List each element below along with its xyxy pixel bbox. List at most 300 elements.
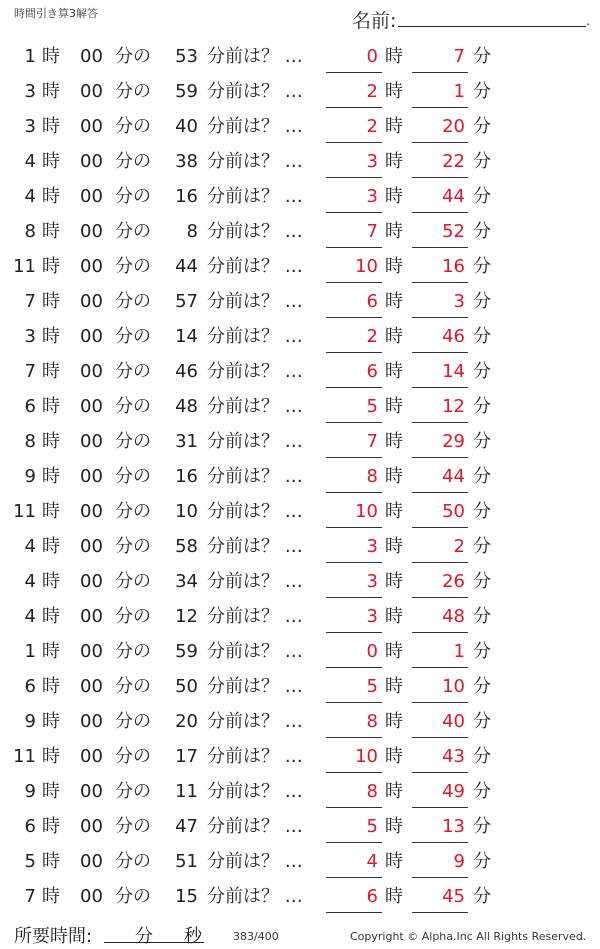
minute-unit-particle: 分の: [115, 746, 151, 767]
answer-hour-line: [326, 807, 382, 808]
answer-hour[interactable]: 0: [366, 641, 378, 662]
question-text: 分前は？ …: [207, 781, 303, 802]
answer-minutes[interactable]: 13: [442, 816, 465, 837]
answer-minutes[interactable]: 3: [453, 291, 465, 312]
answer-hour-unit: 時: [385, 361, 403, 382]
subtract-minutes: 57: [175, 291, 198, 312]
answer-minute-unit: 分: [473, 571, 491, 592]
answer-minutes[interactable]: 2: [453, 536, 465, 557]
minute-unit-particle: 分の: [115, 81, 151, 102]
question-text: 分前は？ …: [207, 361, 303, 382]
answer-minute-line: [412, 457, 468, 458]
problem-row: [0, 215, 600, 250]
answer-hour-unit: 時: [385, 466, 403, 487]
problem-row: [0, 600, 600, 635]
answer-hour-line: [326, 527, 382, 528]
answer-hour[interactable]: 10: [355, 256, 378, 277]
problem-row: [0, 110, 600, 145]
answer-hour-line: [326, 422, 382, 423]
problem-row: [0, 320, 600, 355]
name-label: 名前:: [352, 10, 397, 32]
answer-hour-line: [326, 667, 382, 668]
answer-hour[interactable]: 2: [366, 81, 378, 102]
answer-minutes[interactable]: 44: [442, 186, 465, 207]
answer-minutes[interactable]: 52: [442, 221, 465, 242]
answer-minutes[interactable]: 44: [442, 466, 465, 487]
answer-minutes[interactable]: 43: [442, 746, 465, 767]
problem-row: [0, 880, 600, 915]
start-hour: 4: [24, 151, 36, 172]
start-minutes: 00: [80, 186, 103, 207]
problem-row: [0, 145, 600, 180]
answer-hour-line: [326, 282, 382, 283]
answer-minute-unit: 分: [473, 186, 491, 207]
answer-minutes[interactable]: 26: [442, 571, 465, 592]
answer-minute-line: [412, 72, 468, 73]
answer-hour-unit: 時: [385, 396, 403, 417]
answer-minute-unit: 分: [473, 781, 491, 802]
answer-hour-line: [326, 632, 382, 633]
answer-minutes[interactable]: 16: [442, 256, 465, 277]
start-minutes: 00: [80, 361, 103, 382]
name-field-dot: .: [586, 14, 590, 28]
hour-unit: 時: [42, 221, 60, 242]
answer-minute-unit: 分: [473, 641, 491, 662]
answer-hour[interactable]: 7: [366, 221, 378, 242]
answer-hour[interactable]: 4: [366, 851, 378, 872]
start-hour: 4: [24, 536, 36, 557]
problem-row: [0, 355, 600, 390]
minute-unit-particle: 分の: [115, 501, 151, 522]
answer-minute-unit: 分: [473, 116, 491, 137]
start-minutes: 00: [80, 816, 103, 837]
start-minutes: 00: [80, 781, 103, 802]
subtract-minutes: 44: [175, 256, 198, 277]
minute-unit-particle: 分の: [115, 326, 151, 347]
start-hour: 4: [24, 606, 36, 627]
hour-unit: 時: [42, 256, 60, 277]
question-text: 分前は？ …: [207, 676, 303, 697]
answer-minute-unit: 分: [473, 221, 491, 242]
subtract-minutes: 16: [175, 186, 198, 207]
answer-hour[interactable]: 5: [366, 676, 378, 697]
answer-hour[interactable]: 3: [366, 186, 378, 207]
start-minutes: 00: [80, 431, 103, 452]
answer-minute-line: [412, 142, 468, 143]
minute-unit-particle: 分の: [115, 116, 151, 137]
answer-minute-unit: 分: [473, 46, 491, 67]
answer-hour[interactable]: 3: [366, 151, 378, 172]
answer-minute-unit: 分: [473, 256, 491, 277]
subtract-minutes: 58: [175, 536, 198, 557]
time-minutes-label: 分: [135, 926, 153, 947]
start-minutes: 00: [80, 851, 103, 872]
hour-unit: 時: [42, 151, 60, 172]
answer-minute-unit: 分: [473, 816, 491, 837]
answer-minute-line: [412, 247, 468, 248]
minute-unit-particle: 分の: [115, 151, 151, 172]
answer-hour-line: [326, 702, 382, 703]
subtract-minutes: 50: [175, 676, 198, 697]
answer-minutes[interactable]: 14: [442, 361, 465, 382]
answer-minute-unit: 分: [473, 326, 491, 347]
answer-hour[interactable]: 8: [366, 781, 378, 802]
answer-hour[interactable]: 8: [366, 711, 378, 732]
start-hour: 9: [24, 711, 36, 732]
answer-hour-line: [326, 212, 382, 213]
hour-unit: 時: [42, 746, 60, 767]
start-hour: 11: [13, 256, 36, 277]
answer-minutes[interactable]: 7: [453, 46, 465, 67]
answer-minutes[interactable]: 29: [442, 431, 465, 452]
answer-hour-unit: 時: [385, 606, 403, 627]
answer-hour-unit: 時: [385, 501, 403, 522]
hour-unit: 時: [42, 851, 60, 872]
answer-minute-unit: 分: [473, 536, 491, 557]
minute-unit-particle: 分の: [115, 886, 151, 907]
answer-minutes[interactable]: 40: [442, 711, 465, 732]
answer-hour-unit: 時: [385, 221, 403, 242]
minute-unit-particle: 分の: [115, 711, 151, 732]
answer-hour[interactable]: 0: [366, 46, 378, 67]
answer-minutes[interactable]: 48: [442, 606, 465, 627]
answer-minutes[interactable]: 45: [442, 886, 465, 907]
question-text: 分前は？ …: [207, 256, 303, 277]
minute-unit-particle: 分の: [115, 641, 151, 662]
question-text: 分前は？ …: [207, 466, 303, 487]
minute-unit-particle: 分の: [115, 676, 151, 697]
hour-unit: 時: [42, 641, 60, 662]
problem-row: [0, 530, 600, 565]
start-minutes: 00: [80, 676, 103, 697]
answer-hour-line: [326, 142, 382, 143]
minute-unit-particle: 分の: [115, 221, 151, 242]
problem-row: [0, 495, 600, 530]
subtract-minutes: 15: [175, 886, 198, 907]
minute-unit-particle: 分の: [115, 536, 151, 557]
answer-minute-line: [412, 737, 468, 738]
subtract-minutes: 48: [175, 396, 198, 417]
answer-hour-line: [326, 842, 382, 843]
start-minutes: 00: [80, 886, 103, 907]
subtract-minutes: 10: [175, 501, 198, 522]
answer-minutes[interactable]: 46: [442, 326, 465, 347]
question-text: 分前は？ …: [207, 81, 303, 102]
answer-minutes[interactable]: 1: [453, 81, 465, 102]
answer-minute-unit: 分: [473, 151, 491, 172]
answer-hour[interactable]: 3: [366, 606, 378, 627]
start-hour: 6: [24, 676, 36, 697]
problem-row: [0, 670, 600, 705]
answer-hour[interactable]: 3: [366, 571, 378, 592]
start-hour: 7: [24, 361, 36, 382]
answer-hour-unit: 時: [385, 851, 403, 872]
question-text: 分前は？ …: [207, 431, 303, 452]
copyright: Copyright © Alpha.Inc All Rights Reserved.: [350, 930, 587, 943]
start-minutes: 00: [80, 711, 103, 732]
start-hour: 5: [24, 851, 36, 872]
start-minutes: 00: [80, 396, 103, 417]
question-text: 分前は？ …: [207, 116, 303, 137]
answer-minute-line: [412, 877, 468, 878]
start-hour: 4: [24, 571, 36, 592]
answer-hour[interactable]: 2: [366, 116, 378, 137]
problem-row: [0, 635, 600, 670]
subtract-minutes: 47: [175, 816, 198, 837]
hour-unit: 時: [42, 886, 60, 907]
answer-minute-line: [412, 702, 468, 703]
question-text: 分前は？ …: [207, 886, 303, 907]
subtract-minutes: 59: [175, 641, 198, 662]
answer-minute-line: [412, 352, 468, 353]
question-text: 分前は？ …: [207, 221, 303, 242]
answer-minute-line: [412, 667, 468, 668]
answer-hour[interactable]: 5: [366, 396, 378, 417]
answer-hour-unit: 時: [385, 151, 403, 172]
start-hour: 6: [24, 816, 36, 837]
answer-minutes[interactable]: 12: [442, 396, 465, 417]
question-text: 分前は？ …: [207, 571, 303, 592]
answer-hour-unit: 時: [385, 81, 403, 102]
start-hour: 7: [24, 886, 36, 907]
hour-unit: 時: [42, 396, 60, 417]
answer-minute-line: [412, 422, 468, 423]
answer-minute-line: [412, 562, 468, 563]
question-text: 分前は？ …: [207, 326, 303, 347]
subtract-minutes: 12: [175, 606, 198, 627]
answer-hour[interactable]: 10: [355, 501, 378, 522]
answer-minute-line: [412, 282, 468, 283]
problem-row: [0, 460, 600, 495]
minute-unit-particle: 分の: [115, 466, 151, 487]
subtract-minutes: 31: [175, 431, 198, 452]
start-minutes: 00: [80, 606, 103, 627]
page-number: 383/400: [233, 930, 279, 943]
start-minutes: 00: [80, 151, 103, 172]
problem-row: [0, 250, 600, 285]
answer-hour[interactable]: 7: [366, 431, 378, 452]
answer-hour-unit: 時: [385, 536, 403, 557]
minute-unit-particle: 分の: [115, 291, 151, 312]
answer-hour-unit: 時: [385, 816, 403, 837]
answer-hour[interactable]: 6: [366, 361, 378, 382]
answer-hour-line: [326, 772, 382, 773]
answer-hour[interactable]: 3: [366, 536, 378, 557]
answer-minute-unit: 分: [473, 291, 491, 312]
hour-unit: 時: [42, 186, 60, 207]
answer-minutes[interactable]: 20: [442, 116, 465, 137]
answer-minute-unit: 分: [473, 711, 491, 732]
problem-row: [0, 705, 600, 740]
minute-unit-particle: 分の: [115, 46, 151, 67]
start-minutes: 00: [80, 221, 103, 242]
answer-hour[interactable]: 2: [366, 326, 378, 347]
answer-minute-unit: 分: [473, 676, 491, 697]
start-hour: 1: [24, 641, 36, 662]
answer-minute-line: [412, 772, 468, 773]
answer-hour-line: [326, 912, 382, 913]
minute-unit-particle: 分の: [115, 256, 151, 277]
answer-minute-line: [412, 912, 468, 913]
answer-hour-line: [326, 597, 382, 598]
answer-hour-unit: 時: [385, 781, 403, 802]
start-hour: 4: [24, 186, 36, 207]
start-minutes: 00: [80, 571, 103, 592]
problem-row: [0, 75, 600, 110]
answer-hour-unit: 時: [385, 746, 403, 767]
subtract-minutes: 11: [175, 781, 198, 802]
problem-row: [0, 740, 600, 775]
start-hour: 8: [24, 431, 36, 452]
answer-minute-line: [412, 632, 468, 633]
hour-unit: 時: [42, 466, 60, 487]
answer-minutes[interactable]: 22: [442, 151, 465, 172]
hour-unit: 時: [42, 676, 60, 697]
answer-minute-line: [412, 597, 468, 598]
answer-minute-line: [412, 107, 468, 108]
question-text: 分前は？ …: [207, 291, 303, 312]
minute-unit-particle: 分の: [115, 606, 151, 627]
minute-unit-particle: 分の: [115, 851, 151, 872]
answer-hour-line: [326, 492, 382, 493]
answer-minute-line: [412, 842, 468, 843]
answer-hour-line: [326, 72, 382, 73]
start-hour: 11: [13, 501, 36, 522]
start-minutes: 00: [80, 116, 103, 137]
start-hour: 1: [24, 46, 36, 67]
minute-unit-particle: 分の: [115, 396, 151, 417]
start-minutes: 00: [80, 746, 103, 767]
answer-minute-unit: 分: [473, 431, 491, 452]
answer-minutes[interactable]: 9: [453, 851, 465, 872]
start-hour: 6: [24, 396, 36, 417]
question-text: 分前は？ …: [207, 606, 303, 627]
hour-unit: 時: [42, 606, 60, 627]
question-text: 分前は？ …: [207, 151, 303, 172]
subtract-minutes: 8: [186, 221, 198, 242]
minute-unit-particle: 分の: [115, 571, 151, 592]
subtract-minutes: 46: [175, 361, 198, 382]
question-text: 分前は？ …: [207, 186, 303, 207]
start-minutes: 00: [80, 536, 103, 557]
minute-unit-particle: 分の: [115, 781, 151, 802]
start-minutes: 00: [80, 256, 103, 277]
problem-row: [0, 810, 600, 845]
answer-hour-unit: 時: [385, 676, 403, 697]
answer-minutes[interactable]: 49: [442, 781, 465, 802]
hour-unit: 時: [42, 571, 60, 592]
name-field-line[interactable]: [398, 26, 586, 27]
hour-unit: 時: [42, 536, 60, 557]
answer-hour-line: [326, 457, 382, 458]
answer-minute-unit: 分: [473, 851, 491, 872]
answer-minutes[interactable]: 1: [453, 641, 465, 662]
question-text: 分前は？ …: [207, 746, 303, 767]
start-hour: 3: [24, 81, 36, 102]
answer-hour-line: [326, 352, 382, 353]
answer-hour-line: [326, 562, 382, 563]
answer-hour-line: [326, 317, 382, 318]
answer-minute-line: [412, 807, 468, 808]
worksheet-title: 時間引き算3解答: [14, 7, 98, 20]
minute-unit-particle: 分の: [115, 186, 151, 207]
problem-row: [0, 180, 600, 215]
answer-hour-unit: 時: [385, 46, 403, 67]
answer-minute-line: [412, 317, 468, 318]
problem-row: [0, 565, 600, 600]
answer-hour-line: [326, 387, 382, 388]
start-minutes: 00: [80, 641, 103, 662]
start-hour: 8: [24, 221, 36, 242]
subtract-minutes: 16: [175, 466, 198, 487]
answer-minute-line: [412, 387, 468, 388]
hour-unit: 時: [42, 431, 60, 452]
answer-minute-unit: 分: [473, 361, 491, 382]
start-hour: 9: [24, 781, 36, 802]
answer-hour-line: [326, 877, 382, 878]
hour-unit: 時: [42, 501, 60, 522]
subtract-minutes: 17: [175, 746, 198, 767]
answer-hour-unit: 時: [385, 641, 403, 662]
answer-minute-unit: 分: [473, 501, 491, 522]
answer-hour-unit: 時: [385, 186, 403, 207]
answer-minute-unit: 分: [473, 466, 491, 487]
start-hour: 3: [24, 116, 36, 137]
answer-hour-unit: 時: [385, 886, 403, 907]
question-text: 分前は？ …: [207, 46, 303, 67]
hour-unit: 時: [42, 326, 60, 347]
answer-hour[interactable]: 5: [366, 816, 378, 837]
hour-unit: 時: [42, 711, 60, 732]
problem-row: [0, 775, 600, 810]
answer-hour-line: [326, 177, 382, 178]
start-minutes: 00: [80, 291, 103, 312]
answer-minute-line: [412, 527, 468, 528]
answer-hour-line: [326, 737, 382, 738]
answer-minutes[interactable]: 10: [442, 676, 465, 697]
subtract-minutes: 59: [175, 81, 198, 102]
question-text: 分前は？ …: [207, 501, 303, 522]
start-minutes: 00: [80, 326, 103, 347]
answer-hour[interactable]: 8: [366, 466, 378, 487]
answer-hour-unit: 時: [385, 711, 403, 732]
answer-hour-line: [326, 107, 382, 108]
hour-unit: 時: [42, 816, 60, 837]
problem-row: [0, 845, 600, 880]
minute-unit-particle: 分の: [115, 816, 151, 837]
answer-minute-line: [412, 177, 468, 178]
minute-unit-particle: 分の: [115, 361, 151, 382]
subtract-minutes: 14: [175, 326, 198, 347]
hour-unit: 時: [42, 116, 60, 137]
answer-minutes[interactable]: 50: [442, 501, 465, 522]
problem-row: [0, 285, 600, 320]
subtract-minutes: 20: [175, 711, 198, 732]
hour-unit: 時: [42, 781, 60, 802]
answer-hour[interactable]: 10: [355, 746, 378, 767]
answer-hour[interactable]: 6: [366, 291, 378, 312]
problem-row: [0, 425, 600, 460]
hour-unit: 時: [42, 81, 60, 102]
problem-row: [0, 390, 600, 425]
start-minutes: 00: [80, 46, 103, 67]
answer-hour-unit: 時: [385, 431, 403, 452]
start-hour: 7: [24, 291, 36, 312]
answer-hour[interactable]: 6: [366, 886, 378, 907]
hour-unit: 時: [42, 361, 60, 382]
answer-minute-unit: 分: [473, 606, 491, 627]
answer-minute-unit: 分: [473, 886, 491, 907]
